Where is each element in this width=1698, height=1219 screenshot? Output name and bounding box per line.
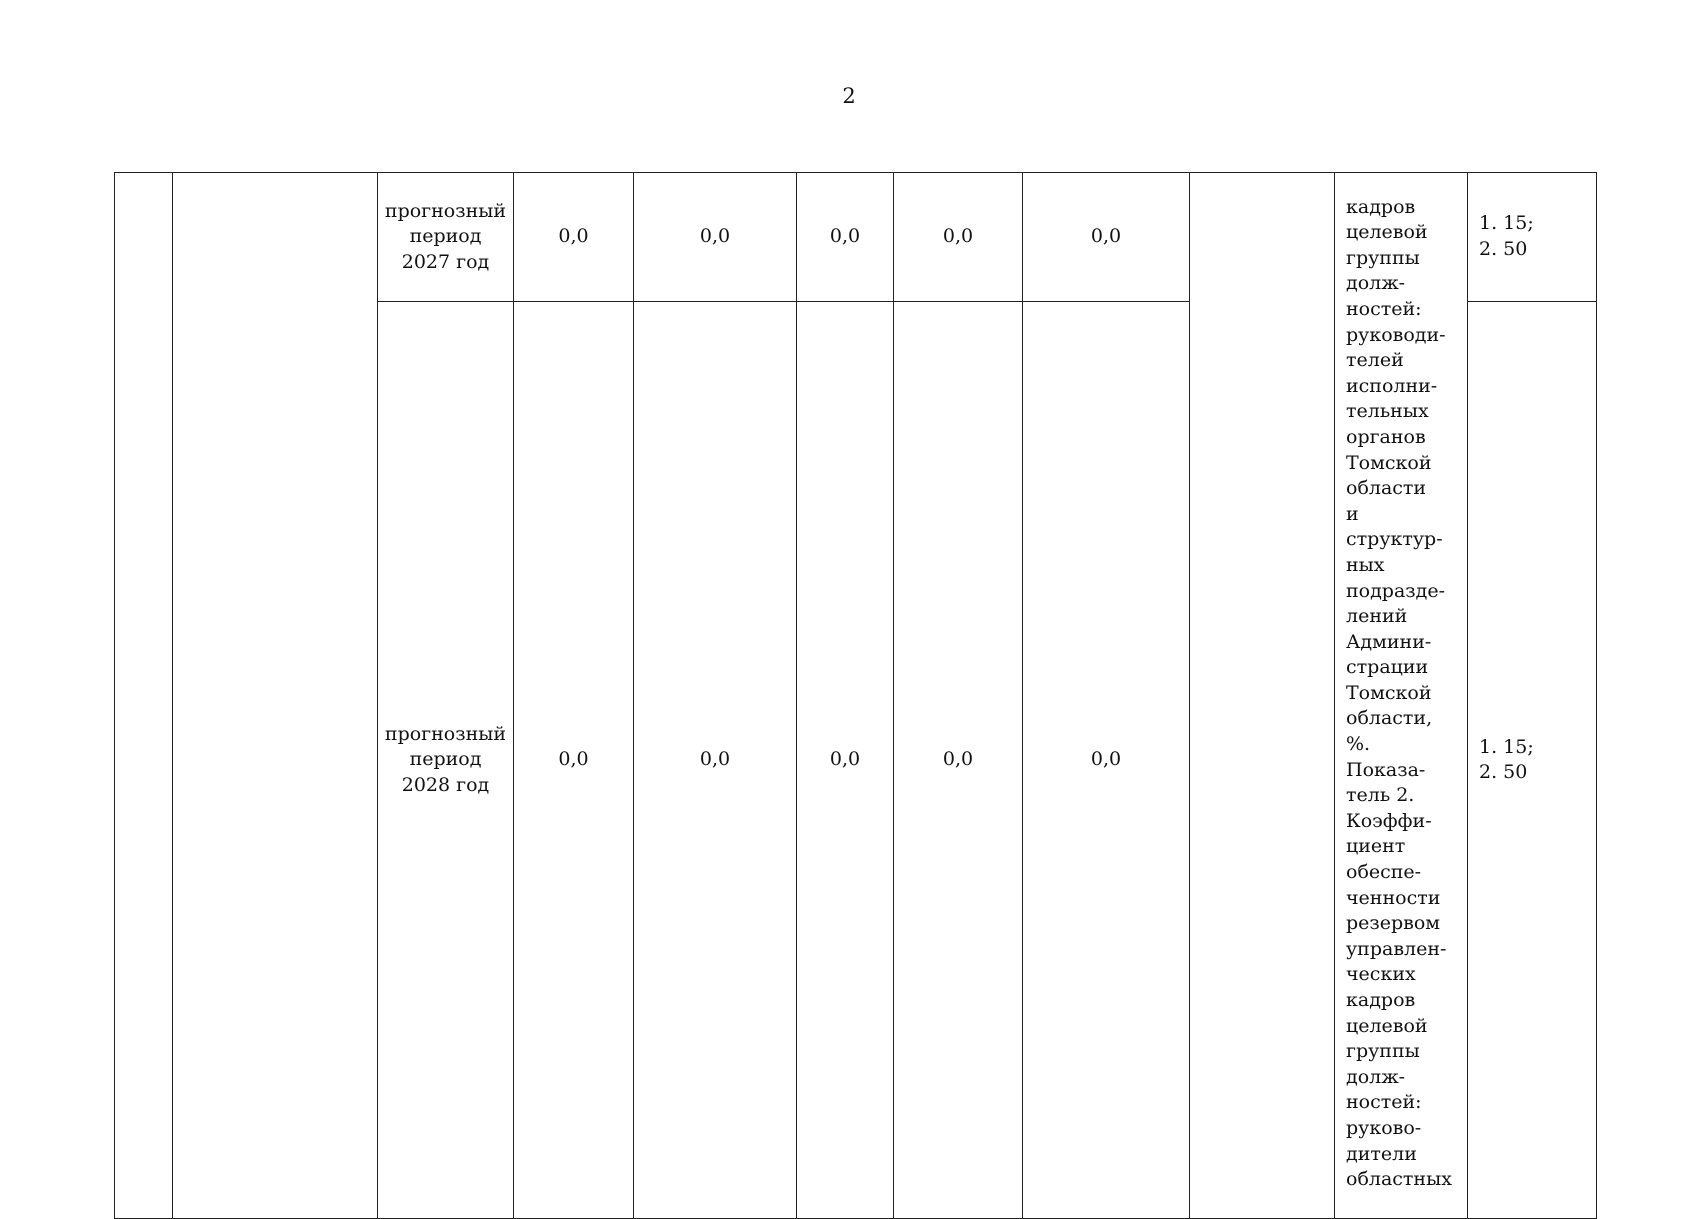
value-cell: 0,0 <box>1023 301 1190 1218</box>
period-cell: прогнозный период 2027 год <box>378 173 514 302</box>
executor-cell <box>1190 173 1335 1219</box>
value-cell: 0,0 <box>894 301 1023 1218</box>
value-cell: 0,0 <box>514 301 634 1218</box>
table-row <box>115 173 1597 302</box>
target-value-cell: 1. 15; 2. 50 <box>1468 173 1597 302</box>
number-cell <box>115 173 173 1219</box>
budget-table <box>114 172 1597 1219</box>
name-cell <box>173 173 378 1219</box>
target-value-cell: 1. 15; 2. 50 <box>1468 301 1597 1218</box>
value-cell: 0,0 <box>894 173 1023 302</box>
value-cell: 0,0 <box>797 173 894 302</box>
value-cell: 0,0 <box>634 301 797 1218</box>
value-cell: 0,0 <box>797 301 894 1218</box>
value-cell: 0,0 <box>514 173 634 302</box>
page-number: 2 <box>842 84 856 108</box>
value-cell: 0,0 <box>1023 173 1190 302</box>
period-cell: прогнозный период 2028 год <box>378 301 514 1218</box>
indicator-text: кадров целевой группы долж- ностей: руководи- телей исполни- тельных органов Томской области и структур- ных подразде- лений Админи- страции Томской области, %. Показа- тель 2. Коэффи- циент обеспе- ченности резервом управлен- ческих кадров целевой группы долж- ностей: руково- дители областных <box>1346 195 1452 1191</box>
indicator-cell <box>1335 173 1468 1219</box>
value-cell: 0,0 <box>634 173 797 302</box>
